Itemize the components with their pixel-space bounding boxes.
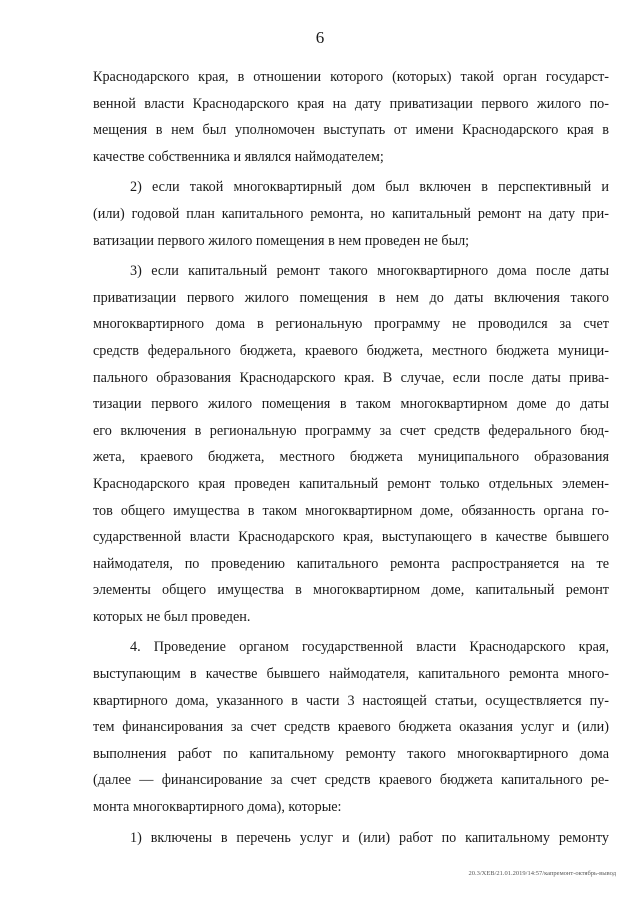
paragraph-item-3: [93, 258, 609, 630]
text-line: тов общего имущества в таком многоквартирном доме, обязанность органа го-: [93, 502, 609, 519]
text-line: пального образования Краснодарского края. В случае, если после даты прива-: [93, 369, 609, 386]
text-line: 2) если такой многоквартирный дом был включен в перспективный и: [130, 179, 609, 196]
text-line: квартирного дома, указанного в части 3 настоящей статьи, осуществляется пу-: [93, 692, 609, 709]
text-line: многоквартирного дома в региональную программу не проводился за счет: [93, 316, 609, 333]
text-line: 4. Проведение органом государственной власти Краснодарского края,: [130, 639, 609, 656]
paragraph-part-4: [93, 634, 609, 820]
text-line: монта многоквартирного дома), которые:: [93, 799, 342, 816]
page-number: 6: [315, 28, 325, 47]
text-line: 3) если капитальный ремонт такого многоквартирного дома после даты: [130, 263, 609, 280]
text-line: сударственной власти Краснодарского края, выступающего в качестве бывшего: [93, 529, 609, 546]
text-line: тизации первого жилого помещения в таком многоквартирном доме до даты: [93, 396, 609, 413]
document-body: [93, 64, 609, 851]
text-line: жета, краевого бюджета, местного бюджета муниципального образования: [93, 449, 609, 466]
paragraph-subitem-1: [93, 825, 609, 852]
text-line: мещения в нем был уполномочен выступать от имени Краснодарского края в: [93, 122, 609, 139]
text-line: качестве собственника и являлся наймодателем;: [93, 148, 384, 165]
text-line: элементы общего имущества в многоквартирном доме, капитальный ремонт: [93, 582, 609, 599]
footer-document-reference: 20.3/ХЕВ/21.01.2019/14:57/капремонт-октябрь-вывод: [468, 870, 616, 877]
text-line: выполнения работ по капитальному ремонту такого многоквартирного дома: [93, 745, 609, 762]
text-line: (или) годовой план капитального ремонта, но капитальный ремонт на дату при-: [93, 205, 609, 222]
paragraph-continuation: [93, 64, 609, 170]
text-line: наймодателя, по проведению капитального ремонта распространяется на те: [93, 555, 609, 572]
text-line: которых не был проведен.: [93, 608, 251, 625]
text-line: средств федерального бюджета, краевого бюджета, местного бюджета муници-: [93, 342, 609, 359]
paragraph-item-2: [93, 174, 609, 254]
text-line: 1) включены в перечень услуг и (или) работ по капитальному ремонту: [130, 829, 609, 846]
text-line: выступающим в качестве бывшего наймодателя, капитального ремонта много-: [93, 666, 609, 683]
text-line: тем финансирования за счет средств краевого бюджета оказания услуг и (или): [93, 719, 609, 736]
text-line: Краснодарского края проведен капитальный ремонт только отдельных элемен-: [93, 475, 609, 492]
text-line: (далее — финансирование за счет средств краевого бюджета капитального ре-: [93, 772, 609, 789]
text-line: ватизации первого жилого помещения в нем проведен не был;: [93, 232, 470, 249]
text-line: Краснодарского края, в отношении которого (которых) такой орган государст-: [93, 69, 609, 85]
text-line: приватизации первого жилого помещения в нем до даты включения такого: [93, 289, 609, 306]
text-line: его включения в региональную программу за счет средств федерального бюд-: [93, 422, 609, 439]
text-line: венной власти Краснодарского края на дату приватизации первого жилого по-: [93, 95, 609, 112]
